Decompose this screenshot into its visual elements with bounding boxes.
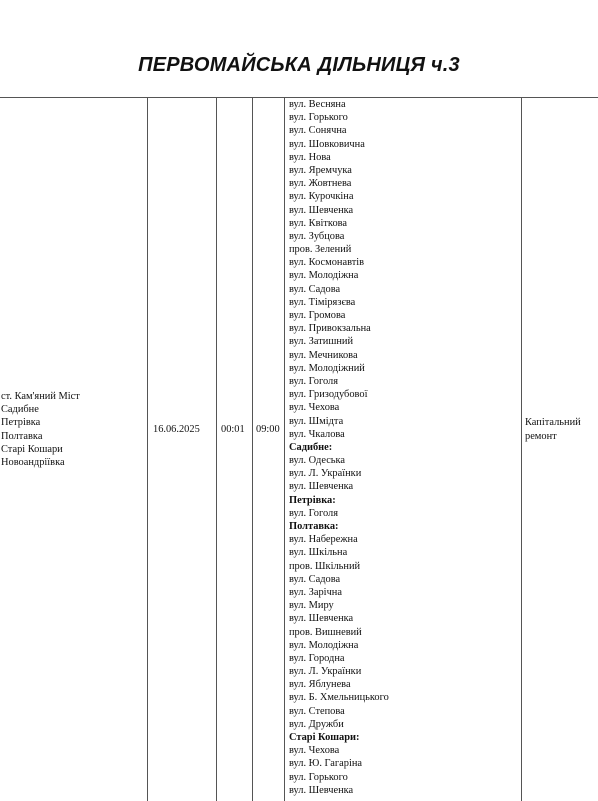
street-item: вул. Городна [289,652,345,664]
street-item: вул. Шевченка [289,784,354,796]
street-item: вул. Гоголя [289,507,338,519]
street-item: вул. Затишний [289,336,354,348]
streets-cell [289,98,389,797]
settlement-header: Полтавка: [289,521,339,532]
street-item: вул. Степова [289,705,345,717]
start-time-cell: 00:01 [221,424,245,435]
street-item: вул. Л. Українки [289,666,362,678]
street-item: пров. Шкільний [289,560,361,572]
street-item: вул. Космонавтів [289,257,365,269]
street-item: вул. Дружби [289,718,344,730]
street-item: вул. Громова [289,310,346,321]
street-item: вул. Молодіжна [289,639,359,651]
settlement-header: Старі Кошари: [289,732,360,743]
street-item: вул. Чехова [289,402,340,414]
street-item: вул. Зубцова [289,230,345,242]
street-item: вул. Садова [289,573,341,585]
settlement-header: Петрівка: [289,494,336,506]
street-item: вул. Молодіжний [289,362,365,374]
settlement-name: Полтавка [1,430,43,442]
street-item: вул. Б. Хмельницького [289,692,389,704]
column-divider [284,98,285,801]
settlement-name: ст. Кам'яний Міст [1,391,80,402]
street-item: вул. Молодіжна [289,270,359,282]
column-divider [216,98,217,801]
reason-cell [525,416,581,444]
street-item: вул. Сонячна [289,125,347,137]
street-item: пров. Вишневий [289,626,362,638]
settlement-name: Новоандріївка [1,457,65,469]
reason-line: ремонт [525,431,557,442]
settlement-header: Садибне: [289,441,333,453]
date-cell: 16.06.2025 [153,424,200,435]
street-item: вул. Л. Українки [289,468,362,480]
street-item: вул. Горького [289,112,348,124]
settlement-name: Старі Кошари [1,443,63,455]
street-item: пров. Зелений [289,244,352,256]
column-divider [521,98,522,801]
street-item: вул. Весняна [289,99,346,110]
street-item: вул. Миру [289,600,334,612]
street-item: вул. Курочкіна [289,191,354,203]
column-divider [252,98,253,801]
street-item: вул. Шевченка [289,613,354,625]
street-item: вул. Ю. Гагаріна [289,758,363,770]
street-item: вул. Садова [289,283,341,295]
street-item: вул. Нова [289,151,331,163]
street-item: вул. Шкільна [289,547,348,559]
street-item: вул. Шевченка [289,204,354,216]
column-divider [147,98,148,801]
street-item: вул. Горького [289,771,348,783]
settlements-cell [1,390,80,469]
reason-line: Капітальний [525,417,581,428]
street-item: вул. Привокзальна [289,323,371,335]
street-item: вул. Жовтнева [289,178,352,190]
street-item: вул. Гризодубової [289,389,368,401]
settlement-name: Садибне [1,404,39,416]
street-item: вул. Шовковична [289,138,365,150]
outage-table [0,97,598,801]
page-title: ПЕРВОМАЙСЬКА ДІЛЬНИЦЯ ч.3 [138,54,460,76]
street-item: вул. Мечникова [289,349,358,361]
street-item: вул. Яремчука [289,164,352,176]
street-item: вул. Шевченка [289,481,354,493]
street-item: вул. Гоголя [289,375,338,387]
street-item: вул. Чехова [289,745,340,757]
street-item: вул. Одеська [289,455,346,467]
street-item: вул. Шмідта [289,415,344,427]
end-time-cell: 09:00 [256,424,280,435]
street-item: вул. Чкалова [289,428,345,440]
street-item: вул. Набережна [289,534,358,546]
street-item: вул. Квіткова [289,217,348,229]
street-item: вул. Тімірязєва [289,296,356,308]
street-item: вул. Зарічна [289,586,342,598]
street-item: вул. Яблунева [289,679,351,691]
settlement-name: Петрівка [1,417,41,429]
